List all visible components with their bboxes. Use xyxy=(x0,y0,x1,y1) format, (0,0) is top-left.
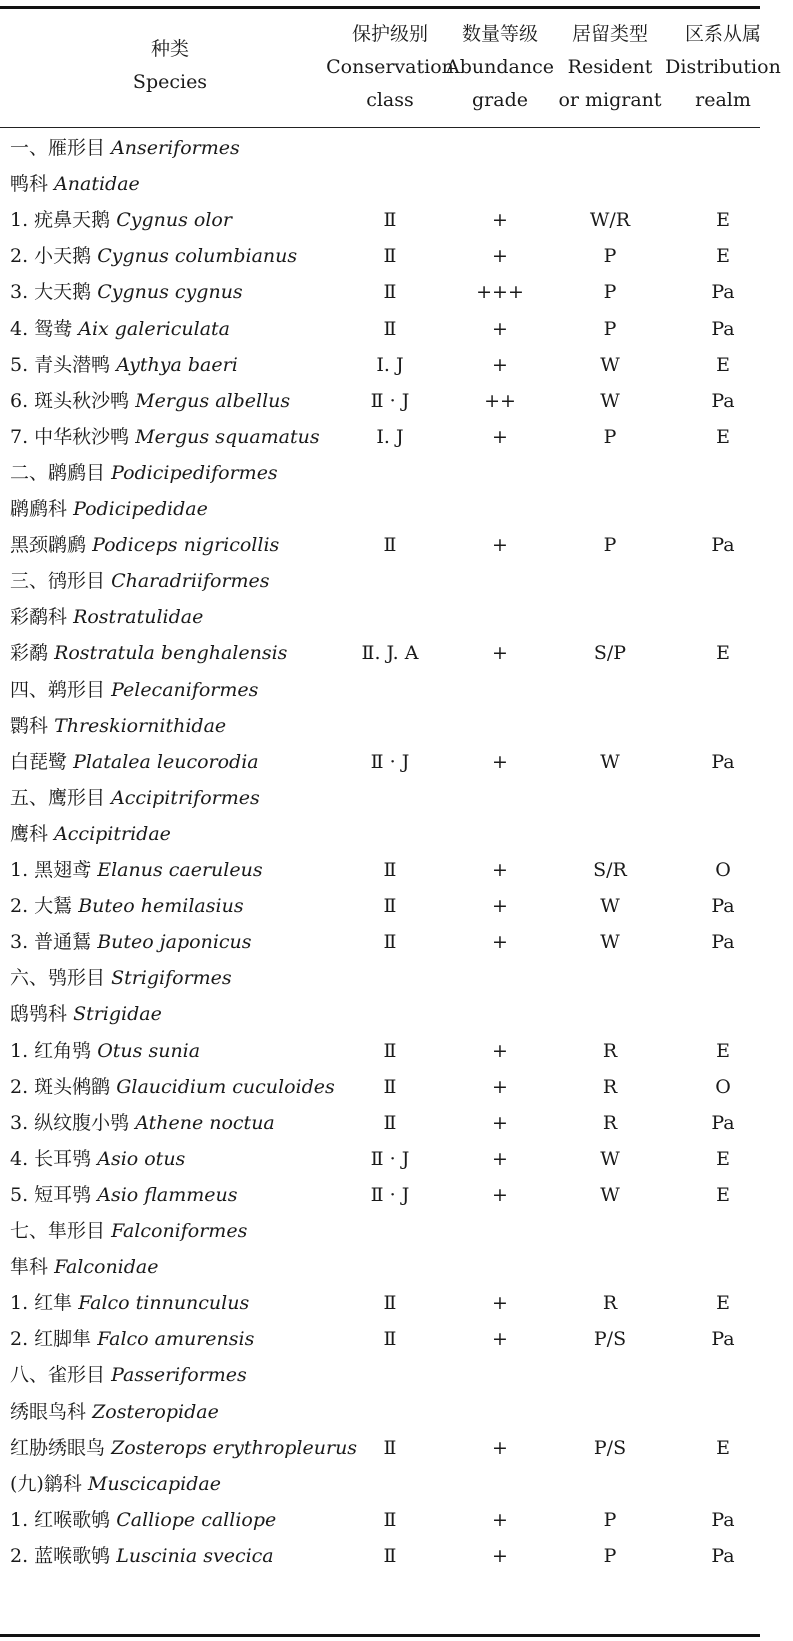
table-row xyxy=(0,1502,760,1538)
species-name-zh: 彩鹬 xyxy=(10,642,49,665)
table-row xyxy=(0,1213,760,1249)
table-row xyxy=(0,635,760,671)
species-name-latin: Passeriformes xyxy=(111,1364,247,1387)
table-row xyxy=(0,419,760,455)
species-cell xyxy=(10,1213,247,1249)
species-name-zh: 3. 纵纹腹小鸮 xyxy=(10,1111,130,1134)
resident-type-cell: W xyxy=(600,750,620,773)
species-name-latin: Strigiformes xyxy=(111,967,232,990)
species-name-zh: 䴙䴘科 xyxy=(10,498,68,520)
resident-type-cell: W xyxy=(600,1183,620,1206)
table-row xyxy=(0,563,760,599)
conservation-class-cell: Ⅱ xyxy=(383,859,397,881)
distribution-realm-cell: E xyxy=(716,353,730,376)
table-row xyxy=(0,1321,760,1357)
species-cell xyxy=(10,780,260,816)
conservation-class-cell: Ⅱ xyxy=(383,1328,397,1351)
species-cell xyxy=(10,708,226,744)
conservation-class-cell: Ⅱ xyxy=(383,245,397,268)
species-cell xyxy=(10,1357,247,1393)
species-name-latin: Mergus squamatus xyxy=(135,425,320,448)
table-row xyxy=(0,780,760,816)
resident-type-cell: P/S xyxy=(593,1436,627,1459)
abundance-grade-cell: + xyxy=(492,353,508,376)
species-name-zh: 彩鹬科 xyxy=(10,606,68,629)
table-top-rule xyxy=(0,6,760,9)
conservation-class-cell: Ⅱ xyxy=(383,1508,397,1531)
header-resident-en2: or migrant xyxy=(558,89,662,111)
species-name-latin: Aix galericulata xyxy=(78,317,230,340)
species-cell xyxy=(10,1069,335,1105)
species-name-latin: Strigidae xyxy=(73,1003,162,1026)
abundance-grade-cell: + xyxy=(492,1544,508,1567)
table-row xyxy=(0,1177,760,1213)
distribution-realm-cell: Pa xyxy=(711,1508,735,1531)
distribution-realm-cell: Pa xyxy=(711,534,735,557)
distribution-realm-cell: E xyxy=(716,1292,730,1315)
table-row xyxy=(0,130,760,166)
abundance-grade-cell: + xyxy=(492,1292,508,1315)
conservation-class-cell: Ⅱ xyxy=(383,1075,397,1098)
resident-type-cell: P xyxy=(603,534,617,557)
species-name-zh: 七、隼形目 xyxy=(10,1220,106,1242)
header-conservation-en2: class xyxy=(366,89,414,111)
table-row xyxy=(0,1430,760,1466)
species-name-zh: 隼科 xyxy=(10,1256,49,1279)
species-name-latin: Zosteropidae xyxy=(92,1400,219,1423)
species-cell xyxy=(10,1502,276,1538)
resident-type-cell: P xyxy=(603,245,617,268)
species-name-zh: 3. 普通鵟 xyxy=(10,931,92,954)
header-realm xyxy=(653,18,793,117)
conservation-class-cell: Ⅰ. J xyxy=(376,425,404,448)
species-cell xyxy=(10,202,232,238)
conservation-class-cell: Ⅱ xyxy=(383,281,397,304)
species-name-latin: Anatidae xyxy=(54,173,140,196)
header-conservation-zh: 保护级别 xyxy=(351,23,428,45)
species-name-latin: Pelecaniformes xyxy=(111,678,259,701)
resident-type-cell: P xyxy=(603,281,617,304)
species-cell xyxy=(10,996,162,1032)
species-name-zh: 2. 斑头鸺鹠 xyxy=(10,1075,111,1098)
abundance-grade-cell: + xyxy=(492,931,508,954)
species-cell xyxy=(10,1285,249,1321)
species-name-latin: Podicipediformes xyxy=(111,461,278,484)
resident-type-cell: S/P xyxy=(593,642,627,665)
distribution-realm-cell: E xyxy=(716,209,730,232)
distribution-realm-cell: Pa xyxy=(711,389,735,412)
species-name-zh: 5. 青头潜鸭 xyxy=(10,353,111,376)
species-name-latin: Calliope calliope xyxy=(116,1508,277,1531)
species-cell xyxy=(10,1466,221,1502)
resident-type-cell: P xyxy=(603,425,617,448)
species-cell xyxy=(10,744,259,780)
species-cell xyxy=(10,455,278,491)
table-row xyxy=(0,1357,760,1393)
species-cell xyxy=(10,527,279,563)
table-row xyxy=(0,491,760,527)
species-name-latin: Podicipedidae xyxy=(73,498,208,520)
table-row xyxy=(0,202,760,238)
species-name-zh: 7. 中华秋沙鸭 xyxy=(10,425,130,448)
species-name-latin: Mergus albellus xyxy=(135,389,291,412)
abundance-grade-cell: + xyxy=(492,1075,508,1098)
header-realm-en2: realm xyxy=(695,89,751,111)
table-row xyxy=(0,599,760,635)
distribution-realm-cell: Pa xyxy=(711,317,735,340)
distribution-realm-cell: E xyxy=(716,245,730,268)
resident-type-cell: W/R xyxy=(589,209,631,232)
species-name-zh: 三、鸻形目 xyxy=(10,570,106,593)
species-name-latin: Podiceps nigricollis xyxy=(92,534,280,557)
table-row xyxy=(0,274,760,310)
species-cell xyxy=(10,563,270,599)
table-row xyxy=(0,527,760,563)
species-name-zh: 1. 红喉歌鸲 xyxy=(10,1508,111,1531)
species-name-zh: 四、鹈形目 xyxy=(10,678,106,701)
species-name-latin: Athene noctua xyxy=(135,1111,275,1134)
species-name-latin: Elanus caeruleus xyxy=(97,859,263,881)
species-cell xyxy=(10,852,263,888)
species-name-zh: 鹰科 xyxy=(10,822,49,845)
table-row xyxy=(0,1394,760,1430)
species-name-zh: 2. 红脚隼 xyxy=(10,1328,92,1351)
species-name-latin: Rostratulidae xyxy=(73,606,204,629)
table-row xyxy=(0,816,760,852)
species-name-zh: 六、鸮形目 xyxy=(10,967,106,990)
species-name-zh: 1. 红角鸮 xyxy=(10,1039,92,1062)
abundance-grade-cell: + xyxy=(492,317,508,340)
resident-type-cell: W xyxy=(600,931,620,954)
table-row xyxy=(0,1466,760,1502)
conservation-class-cell: Ⅱ xyxy=(383,1544,397,1567)
species-cell xyxy=(10,347,238,383)
species-name-zh: 4. 鸳鸯 xyxy=(10,317,73,340)
species-name-zh: 3. 大天鹅 xyxy=(10,281,92,304)
table-header-rule xyxy=(0,127,760,128)
abundance-grade-cell: ++ xyxy=(484,389,516,412)
table-row xyxy=(0,166,760,202)
resident-type-cell: W xyxy=(600,895,620,918)
species-name-zh: 1. 黑翅鸢 xyxy=(10,859,92,881)
distribution-realm-cell: Pa xyxy=(711,895,735,918)
abundance-grade-cell: + xyxy=(492,245,508,268)
table-row xyxy=(0,744,760,780)
header-realm-en1: Distribution xyxy=(665,56,781,78)
species-name-latin: Rostratula benghalensis xyxy=(54,642,288,665)
abundance-grade-cell: + xyxy=(492,642,508,665)
species-cell xyxy=(10,491,208,527)
species-cell xyxy=(10,672,258,708)
species-cell xyxy=(10,599,203,635)
distribution-realm-cell: Pa xyxy=(711,931,735,954)
abundance-grade-cell: + xyxy=(492,1328,508,1351)
species-name-latin: Cygnus cygnus xyxy=(97,281,243,304)
distribution-realm-cell: E xyxy=(716,425,730,448)
resident-type-cell: W xyxy=(600,353,620,376)
conservation-class-cell: Ⅱ xyxy=(383,317,397,340)
abundance-grade-cell: + xyxy=(492,750,508,773)
abundance-grade-cell: + xyxy=(492,534,508,557)
table-row xyxy=(0,1538,760,1574)
species-name-latin: Asio flammeus xyxy=(97,1183,238,1206)
species-name-zh: 黑颈䴙䴘 xyxy=(10,534,87,557)
abundance-grade-cell: + xyxy=(492,1183,508,1206)
header-conservation-en1: Conservation xyxy=(326,56,454,78)
species-name-zh: 2. 小天鹅 xyxy=(10,245,92,268)
header-abundance-zh: 数量等级 xyxy=(461,23,538,45)
species-name-zh: 五、鹰形目 xyxy=(10,786,106,809)
abundance-grade-cell: +++ xyxy=(476,281,524,304)
distribution-realm-cell: Pa xyxy=(711,1111,735,1134)
species-cell xyxy=(10,311,230,347)
species-name-latin: Falco amurensis xyxy=(97,1328,255,1351)
species-name-zh: 6. 斑头秋沙鸭 xyxy=(10,389,130,412)
abundance-grade-cell: + xyxy=(492,1111,508,1134)
table-row xyxy=(0,708,760,744)
species-cell xyxy=(10,960,232,996)
species-name-zh: 4. 长耳鸮 xyxy=(10,1147,92,1170)
species-cell xyxy=(10,1321,254,1357)
distribution-realm-cell: E xyxy=(716,1147,730,1170)
species-name-latin: Falconidae xyxy=(54,1256,159,1279)
table-row xyxy=(0,1141,760,1177)
species-name-latin: Buteo hemilasius xyxy=(78,895,244,918)
table-row xyxy=(0,347,760,383)
table-row xyxy=(0,888,760,924)
species-name-latin: Cygnus olor xyxy=(116,209,232,232)
resident-type-cell: P/S xyxy=(593,1328,627,1351)
species-name-zh: 白琵鹭 xyxy=(10,750,68,773)
header-abundance-en1: Abundance xyxy=(446,56,554,78)
species-name-latin: Charadriiformes xyxy=(111,570,270,593)
resident-type-cell: P xyxy=(603,317,617,340)
distribution-realm-cell: O xyxy=(715,1075,731,1098)
table-row xyxy=(0,455,760,491)
header-species xyxy=(110,33,230,99)
species-cell xyxy=(10,383,290,419)
species-name-zh: 5. 短耳鸮 xyxy=(10,1183,92,1206)
distribution-realm-cell: Pa xyxy=(711,1328,735,1351)
species-name-zh: 2. 蓝喉歌鸲 xyxy=(10,1544,111,1567)
conservation-class-cell: Ⅱ. J. A xyxy=(361,642,419,665)
species-cell xyxy=(10,924,252,960)
resident-type-cell: R xyxy=(602,1039,618,1062)
conservation-class-cell: Ⅱ xyxy=(383,534,397,557)
abundance-grade-cell: + xyxy=(492,1147,508,1170)
species-name-zh: 1. 疣鼻天鹅 xyxy=(10,209,111,232)
distribution-realm-cell: E xyxy=(716,1436,730,1459)
conservation-class-cell: Ⅱ · J xyxy=(370,1147,410,1170)
species-name-latin: Glaucidium cuculoides xyxy=(116,1075,335,1098)
species-cell xyxy=(10,1249,159,1285)
species-cell xyxy=(10,130,240,166)
species-name-latin: Otus sunia xyxy=(97,1039,201,1062)
table-row xyxy=(0,1033,760,1069)
table-row xyxy=(0,383,760,419)
species-cell xyxy=(10,1141,185,1177)
table-row xyxy=(0,1249,760,1285)
species-name-latin: Falco tinnunculus xyxy=(78,1292,250,1315)
abundance-grade-cell: + xyxy=(492,859,508,881)
species-name-zh: 1. 红隼 xyxy=(10,1292,73,1315)
resident-type-cell: W xyxy=(600,1147,620,1170)
distribution-realm-cell: E xyxy=(716,1039,730,1062)
species-name-latin: Accipitridae xyxy=(54,822,171,845)
distribution-realm-cell: Pa xyxy=(711,750,735,773)
conservation-class-cell: Ⅱ xyxy=(383,209,397,232)
species-name-zh: 鸭科 xyxy=(10,173,49,196)
header-species-en: Species xyxy=(132,71,208,93)
header-realm-zh: 区系从属 xyxy=(684,23,761,45)
conservation-class-cell: Ⅱ xyxy=(383,1292,397,1315)
table-row xyxy=(0,1105,760,1141)
resident-type-cell: P xyxy=(603,1508,617,1531)
species-name-latin: Aythya baeri xyxy=(116,353,238,376)
abundance-grade-cell: + xyxy=(492,1436,508,1459)
species-cell xyxy=(10,1033,200,1069)
species-name-zh: 鸱鸮科 xyxy=(10,1003,68,1026)
abundance-grade-cell: + xyxy=(492,1508,508,1531)
table-bottom-rule xyxy=(0,1634,760,1637)
species-name-zh: 绣眼鸟科 xyxy=(10,1400,87,1423)
species-name-zh: 鹮科 xyxy=(10,714,49,737)
table-row xyxy=(0,1069,760,1105)
species-cell xyxy=(10,635,287,671)
species-cell xyxy=(10,1177,238,1213)
table-row xyxy=(0,238,760,274)
species-name-zh: 八、雀形目 xyxy=(10,1364,106,1387)
species-cell xyxy=(10,1105,275,1141)
species-cell xyxy=(10,238,297,274)
header-species-zh: 种类 xyxy=(150,38,189,60)
species-cell xyxy=(10,419,320,455)
species-name-latin: Zosterops erythropleurus xyxy=(111,1436,358,1459)
species-cell xyxy=(10,1430,357,1466)
species-name-zh: 2. 大鵟 xyxy=(10,895,73,918)
distribution-realm-cell: E xyxy=(716,1183,730,1206)
resident-type-cell: R xyxy=(602,1292,618,1315)
species-name-latin: Platalea leucorodia xyxy=(73,750,259,773)
distribution-realm-cell: O xyxy=(715,859,731,881)
species-name-zh: 一、雁形目 xyxy=(10,137,106,159)
species-name-zh: 二、䴙䴘目 xyxy=(10,461,106,484)
species-name-zh: 红胁绣眼鸟 xyxy=(10,1436,106,1459)
header-resident-en1: Resident xyxy=(567,56,653,78)
species-name-latin: Luscinia svecica xyxy=(116,1544,274,1567)
resident-type-cell: R xyxy=(602,1111,618,1134)
table-row xyxy=(0,960,760,996)
distribution-realm-cell: Pa xyxy=(711,281,735,304)
distribution-realm-cell: Pa xyxy=(711,1544,735,1567)
conservation-class-cell: Ⅱ xyxy=(383,1436,397,1459)
species-name-latin: Threskiornithidae xyxy=(54,714,227,737)
distribution-realm-cell: E xyxy=(716,642,730,665)
species-cell xyxy=(10,1394,219,1430)
species-cell xyxy=(10,1538,274,1574)
resident-type-cell: S/R xyxy=(593,859,627,881)
header-resident-zh: 居留类型 xyxy=(571,23,648,45)
species-cell xyxy=(10,816,171,852)
table-row xyxy=(0,311,760,347)
table-row xyxy=(0,852,760,888)
resident-type-cell: W xyxy=(600,389,620,412)
conservation-class-cell: Ⅱ xyxy=(383,1111,397,1134)
table-row xyxy=(0,996,760,1032)
header-abundance-en2: grade xyxy=(472,89,528,111)
abundance-grade-cell: + xyxy=(492,1039,508,1062)
abundance-grade-cell: + xyxy=(492,209,508,232)
conservation-class-cell: Ⅱ xyxy=(383,931,397,954)
species-cell xyxy=(10,166,140,202)
resident-type-cell: P xyxy=(603,1544,617,1567)
species-cell xyxy=(10,888,244,924)
species-cell xyxy=(10,274,243,310)
abundance-grade-cell: + xyxy=(492,425,508,448)
conservation-class-cell: Ⅱ xyxy=(383,1039,397,1062)
species-name-latin: Falconiformes xyxy=(111,1220,248,1242)
conservation-class-cell: Ⅱ · J xyxy=(370,1183,410,1206)
table-row xyxy=(0,924,760,960)
table-row xyxy=(0,1285,760,1321)
resident-type-cell: R xyxy=(602,1075,618,1098)
abundance-grade-cell: + xyxy=(492,895,508,918)
species-name-latin: Anseriformes xyxy=(111,137,240,159)
conservation-class-cell: Ⅱ · J xyxy=(370,750,410,773)
species-name-latin: Asio otus xyxy=(97,1147,186,1170)
conservation-class-cell: Ⅱ · J xyxy=(370,389,410,412)
species-name-latin: Muscicapidae xyxy=(87,1472,221,1495)
species-name-latin: Accipitriformes xyxy=(111,786,260,809)
species-name-zh: (九)鹟科 xyxy=(10,1472,82,1495)
species-name-latin: Cygnus columbianus xyxy=(97,245,298,268)
conservation-class-cell: Ⅰ. J xyxy=(376,353,404,376)
table-row xyxy=(0,672,760,708)
species-name-latin: Buteo japonicus xyxy=(97,931,252,954)
conservation-class-cell: Ⅱ xyxy=(383,895,397,918)
